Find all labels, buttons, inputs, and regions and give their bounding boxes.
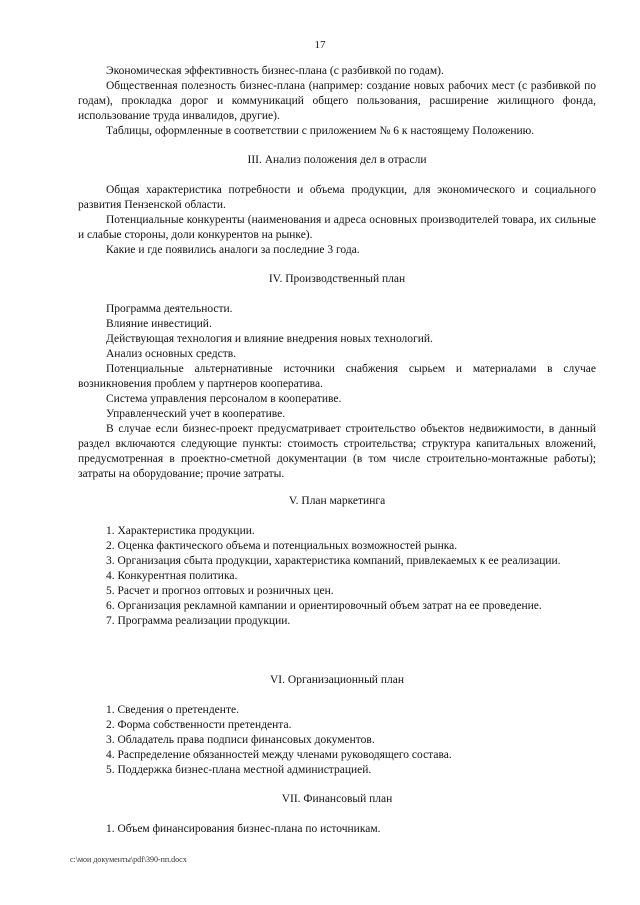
list-item: 1. Характеристика продукции. bbox=[106, 525, 255, 537]
section-heading: V. План маркетинга bbox=[288, 495, 386, 507]
list-item: 5. Поддержка бизнес-плана местной администрацией. bbox=[106, 764, 372, 776]
paragraph: Таблицы, оформленные в соответствии с приложением № 6 к настоящему Положению. bbox=[106, 125, 535, 137]
paragraph: Программа деятельности. bbox=[106, 303, 233, 315]
list-item: 3. Обладатель права подписи финансовых документов. bbox=[106, 734, 375, 746]
section-heading: III. Анализ положения дел в отрасли bbox=[247, 154, 427, 166]
paragraph: Какие и где появились аналоги за последние 3 года. bbox=[106, 244, 360, 256]
page-number: 17 bbox=[314, 39, 326, 51]
intro-block bbox=[78, 64, 596, 139]
paragraph: Управленческий учет в кооперативе. bbox=[106, 408, 286, 420]
paragraph: Система управления персоналом в кооперативе. bbox=[106, 393, 342, 405]
list-item: 2. Форма собственности претендента. bbox=[106, 719, 292, 731]
list-item: 4. Конкурентная политика. bbox=[106, 570, 238, 582]
list-item: 5. Расчет и прогноз оптовых и розничных цен. bbox=[106, 585, 334, 597]
list-item: 2. Оценка фактического объема и потенциальных возможностей рынка. bbox=[106, 540, 458, 552]
section-6-heading-wrap bbox=[78, 673, 596, 688]
paragraph: Экономическая эффективность бизнес-плана (с разбивкой по годам). bbox=[106, 65, 444, 77]
section-3-body bbox=[78, 183, 596, 258]
section-5-body bbox=[78, 524, 596, 629]
list-item: 7. Программа реализации продукции. bbox=[106, 615, 291, 627]
list-item: 4. Распределение обязанностей между членами руководящего состава. bbox=[106, 749, 452, 761]
section-7-heading-wrap bbox=[78, 792, 596, 807]
paragraph: Действующая технология и влияние внедрения новых технологий. bbox=[106, 333, 433, 345]
paragraph: Влияние инвестиций. bbox=[106, 318, 212, 330]
section-5-heading-wrap bbox=[78, 494, 596, 509]
paragraph: Анализ основных средств. bbox=[106, 348, 237, 360]
paragraph: В случае если бизнес-проект предусматривает строительство объектов недвижимости, в данный раздел включаются следующие пункты: стоимость строительства; структура капитальных вложений, предусмотренная в проектно-сметной документации (в том числе строительно-монтажные работы); затраты на оборудование; прочие затраты. bbox=[78, 423, 596, 480]
paragraph: Общая характеристика потребности и объема продукции, для экономического и социального развития Пензенской области. bbox=[78, 184, 596, 211]
list-item: 6. Организация рекламной кампании и ориентировочный объем затрат на ее проведение. bbox=[106, 600, 542, 612]
list-item: 1. Объем финансирования бизнес-плана по источникам. bbox=[106, 823, 381, 835]
footer-file-path: c:\мои документы\pdf\390-пп.docx bbox=[70, 855, 187, 864]
paragraph: Потенциальные альтернативные источники снабжения сырьем и материалами в случае возникновения проблем у партнеров кооператива. bbox=[78, 363, 596, 390]
list-item: 3. Организация сбыта продукции, характеристика компаний, привлекаемых к ее реализации. bbox=[106, 555, 561, 567]
section-7-body bbox=[78, 822, 596, 837]
section-heading: VII. Финансовый план bbox=[281, 793, 393, 805]
paragraph: Общественная полезность бизнес-плана (например: создание новых рабочих мест (с разбивкой по годам), прокладка дорог и коммуникаций общего пользования, расширение жилищного фонда, использование труда инвалидов, другие). bbox=[78, 80, 596, 122]
section-4-heading-wrap bbox=[78, 272, 596, 287]
section-heading: VI. Организационный план bbox=[270, 674, 404, 686]
section-4-body bbox=[78, 302, 596, 482]
section-6-body bbox=[78, 703, 596, 778]
list-item: 1. Сведения о претенденте. bbox=[106, 704, 239, 716]
section-3-heading-wrap bbox=[78, 153, 596, 168]
section-heading: IV. Производственный план bbox=[268, 273, 406, 285]
paragraph: Потенциальные конкуренты (наименования и адреса основных производителей товара, их сильные и слабые стороны, доли конкурентов на рынке). bbox=[78, 214, 596, 241]
